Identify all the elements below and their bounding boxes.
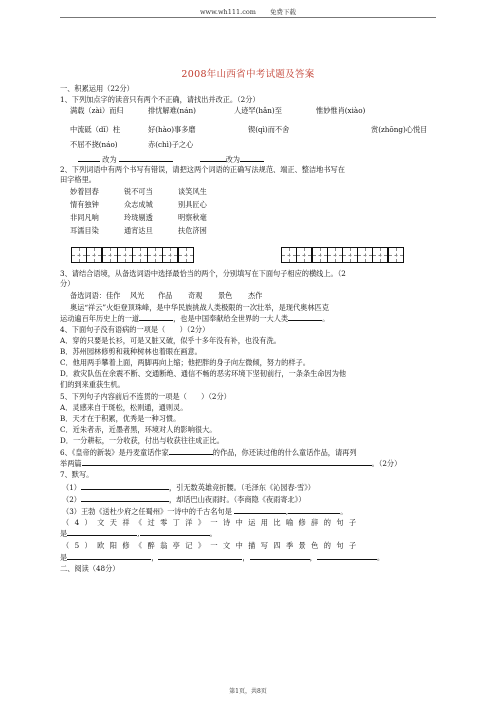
answer-blank[interactable] <box>119 154 173 162</box>
q3-sentence: 奥运“祥云”火炬登顶珠峰，是中华民族挑战人类极限的一次壮举，是现代奥林匹克 <box>70 303 329 312</box>
q2-word: 情有独钟 <box>70 200 99 209</box>
q2-word: 明察秋毫 <box>178 213 207 222</box>
q3-sentence-cont <box>60 313 329 324</box>
option-word: 作品 <box>157 291 173 300</box>
writing-grid-right[interactable] <box>282 247 404 263</box>
answer-blank[interactable] <box>317 552 377 560</box>
grid-cell[interactable] <box>162 247 178 263</box>
q2-word-row <box>70 226 207 236</box>
answer-blank[interactable] <box>234 506 286 514</box>
q6-text: 的作品，你还读过他的什么童话作品，请再列 <box>212 448 357 457</box>
q2-word-row <box>70 213 207 223</box>
q1-item: 中流砥（dǐ）柱 <box>70 125 121 134</box>
q4-option-d[interactable]: D．救灾队伍在余震不断、交通断绝、通信不畅的恶劣环境下坚韧前行，一条条生命因为他 <box>60 369 347 378</box>
grid-cell[interactable] <box>117 247 133 263</box>
q2-word: 别具匠心 <box>178 200 207 209</box>
q2-word-row <box>70 187 207 197</box>
answer-blank[interactable] <box>67 528 137 536</box>
q3-stem-cont: 分） <box>60 279 75 288</box>
q4-option-b[interactable]: B．苏州园林修剪和栽种树林也着眼在画意。 <box>60 347 202 356</box>
q1-item: 锲(qì)而不舍 <box>248 125 290 134</box>
q1-item: 好(hào)事多磨 <box>148 125 196 134</box>
answer-blank[interactable] <box>169 447 213 455</box>
answer-blank[interactable] <box>200 154 226 162</box>
q5-option-c[interactable]: C．近朱者赤，近墨者黑，环境对人的影响很大。 <box>60 425 217 434</box>
q1-item: 人迹罕(hǎn)至 <box>234 106 282 115</box>
q1-row-2 <box>70 125 427 135</box>
q2-word: 谈笑风生 <box>178 187 207 196</box>
q1-row-1 <box>70 106 365 116</box>
q4-stem: 4、下面句子没有语病的一项是（ ）（2分） <box>60 325 210 334</box>
q7-text: 是 <box>60 529 68 538</box>
q2-word-row <box>70 200 207 210</box>
q3-text: ，也是中国奉献给全世界的一大人类 <box>173 314 289 323</box>
grid-cell[interactable] <box>296 247 312 263</box>
grid-cell[interactable] <box>147 247 163 263</box>
grid-cell[interactable] <box>178 247 194 263</box>
q2-word: 众志成城 <box>124 200 153 209</box>
q7-line-4-cont: 是 , 。 <box>60 529 217 538</box>
grid-cell[interactable] <box>102 247 118 263</box>
q7-text: （3）王勃《送杜少府之任蜀州》一诗中的千古名句是 <box>62 507 232 516</box>
q7-text: ，引无数英雄竞折腰。（毛泽东《沁园春·雪》） <box>168 483 315 492</box>
q2-word: 通宵达旦 <box>124 226 153 235</box>
q7-line-1 <box>62 482 315 493</box>
options-label: 备选词语： <box>70 291 106 300</box>
q3-options <box>70 291 262 301</box>
q2-stem: 2、下列词语中有两个书写有错误，请把这两个词语的正确写法规范、端正、整洁地书写在 <box>60 165 345 174</box>
option-word: 杰作 <box>247 291 263 300</box>
q5-option-a[interactable]: A．灵感来自于斑松，松则通，通则灵。 <box>60 403 188 412</box>
q2-word: 扶危济困 <box>178 226 207 235</box>
q7-text: （1） <box>62 483 81 492</box>
q4-option-c[interactable]: C．他用两手攀着上面，两脚再向上缩；他把胖的身子向左微倾，努力的样子。 <box>60 358 310 367</box>
q1-row-3 <box>70 140 193 150</box>
answer-blank[interactable] <box>82 458 372 466</box>
answer-blank[interactable] <box>158 552 242 560</box>
q6-stem-cont <box>60 458 401 469</box>
q2-stem-cont: 田字格里。 <box>60 175 96 184</box>
writing-grid-left[interactable] <box>72 247 194 263</box>
grid-cell[interactable] <box>388 247 404 263</box>
q6-text: 6、《皇帝的新装》是丹麦童话作家 <box>60 448 169 457</box>
grid-cell[interactable] <box>342 247 358 263</box>
q7-line-2 <box>62 494 306 505</box>
exam-title: 2008年山西省中考试题及答案 <box>181 69 315 80</box>
answer-blank[interactable] <box>67 552 151 560</box>
q7-line-5: （5）欧阳修《醉翁亭记》一文中描写四季景色的句子 <box>62 541 362 550</box>
q2-word: 妙着回春 <box>70 187 99 196</box>
section-1-heading: 一、积累运用（22分） <box>60 84 134 93</box>
answer-blank[interactable] <box>78 154 100 162</box>
grid-cell[interactable] <box>312 247 328 263</box>
option-word: 景色 <box>217 291 233 300</box>
page-footer: 第1页，共8页 <box>229 688 267 695</box>
grid-cell[interactable] <box>132 247 148 263</box>
q1-item: 满载（zài）而归 <box>70 106 124 115</box>
q6-text: 。（2分） <box>371 459 402 468</box>
header-tag: 免费下载 <box>270 8 296 16</box>
q5-option-b[interactable]: B．天才在于积累，优秀是一种习惯。 <box>60 414 181 423</box>
grid-cell[interactable] <box>281 247 297 263</box>
q5-option-d[interactable]: D．一分耕耘，一分收获，付出与收获往往成正比。 <box>60 436 224 445</box>
grid-cell[interactable] <box>372 247 388 263</box>
answer-blank[interactable] <box>81 482 169 490</box>
q1-item: 惟妙惟肖(xiào) <box>316 106 366 115</box>
option-word: 风光 <box>129 291 145 300</box>
page-header <box>0 7 496 16</box>
section-2-heading: 二、阅读（48分） <box>60 564 120 573</box>
header-site[interactable]: www.wh111.com <box>199 8 256 16</box>
q7-line-3: （3）王勃《送杜少府之任蜀州》一诗中的千古名句是 , 。 <box>62 507 348 516</box>
q2-word: 锐不可当 <box>124 187 153 196</box>
answer-blank[interactable] <box>139 313 173 321</box>
grid-cell[interactable] <box>327 247 343 263</box>
grid-cell[interactable] <box>357 247 373 263</box>
q3-stem: 3、请结合语境，从备选词语中选择最恰当的两个，分别填写在下面句子相应的横线上。（2 <box>60 269 346 278</box>
q3-text: 运动遍百年历史上的一道 <box>60 314 140 323</box>
q2-word: 耳濡目染 <box>70 226 99 235</box>
q5-stem: 5、下列句子内容前后不连贯的一项是（ ）（2分） <box>60 392 231 401</box>
q6-text: 举两篇 <box>60 459 82 468</box>
q2-word: 玲珑剔透 <box>124 213 153 222</box>
q1-stem: 1、下列加点字的读音只有两个不正确，请找出并改正。（2分） <box>60 95 260 104</box>
q2-word: 非同凡响 <box>70 213 99 222</box>
answer-blank[interactable] <box>140 528 210 536</box>
q7-line-5-cont: 是 ， ， ， 。 <box>60 553 385 562</box>
option-word: 奇观 <box>187 291 203 300</box>
answer-blank[interactable] <box>288 506 340 514</box>
q1-answer-line <box>78 154 264 165</box>
q7-text: ，却话巴山夜雨时。（李商隐《夜雨寄北》） <box>168 495 306 504</box>
q1-item: 排忧解难(nán) <box>148 106 196 115</box>
answer-blank[interactable] <box>250 552 310 560</box>
q1-item: 不屈不挠(náo) <box>70 140 118 149</box>
q3-text: 。 <box>322 314 330 323</box>
q6-stem <box>60 447 357 458</box>
q1-item: 赏(zhōng)心悦目 <box>371 125 428 134</box>
q7-line-4: （4）文天祥《过零丁洋》一诗中运用比喻修辞的句子 <box>62 518 362 527</box>
q1-item: 赤(chì)子之心 <box>148 140 194 149</box>
q7-text: 是 <box>60 553 68 562</box>
q7-stem: 7、默写。 <box>60 470 94 479</box>
grid-cell[interactable] <box>71 247 87 263</box>
fix-label: 改为 <box>225 155 240 164</box>
q4-option-d-cont: 们的到来重获生机。 <box>60 380 125 389</box>
answer-blank[interactable] <box>240 154 264 162</box>
q7-text: （2） <box>62 495 81 504</box>
q4-option-a[interactable]: A．穿的只要是长衫，可是又脏又破，似乎十多年没有补，也没有洗。 <box>60 336 281 345</box>
answer-blank[interactable] <box>81 494 169 502</box>
grid-cell[interactable] <box>86 247 102 263</box>
fix-label: 改为 <box>102 155 117 164</box>
option-word: 佳作 <box>105 291 121 300</box>
answer-blank[interactable] <box>288 313 322 321</box>
header-rule <box>60 17 436 18</box>
